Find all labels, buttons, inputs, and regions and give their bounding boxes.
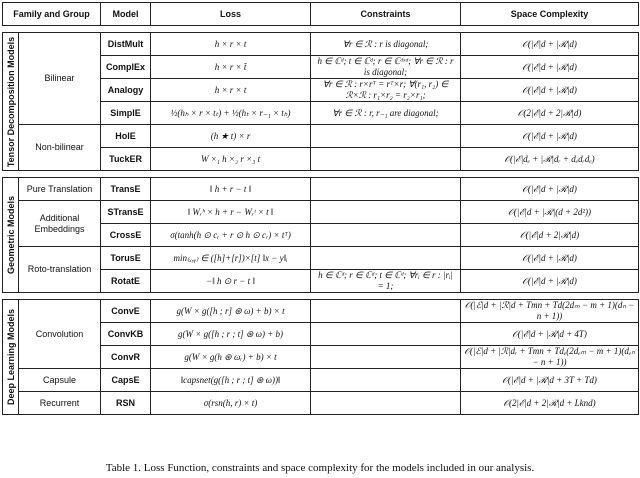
loss-cell: g(W × g([h ; r] ⊛ ω) + b) × t (151, 300, 311, 323)
loss-cell: ‖capsnet(g([h ; r ; t] ⊛ ω))‖ (151, 369, 311, 392)
model-cell: TuckER (101, 148, 151, 171)
gap-cell (3, 171, 639, 178)
space-cell: 𝒪(|ℰ|d + |ℛ|(d + 2d²)) (461, 201, 639, 224)
model-cell: TorusE (101, 247, 151, 270)
table-row (3, 300, 639, 323)
loss-cell: ½(hₕ × r × tₜ) + ½(hₜ × r₋₁ × tₕ) (151, 102, 311, 125)
group-cell: Pure Translation (19, 178, 101, 201)
space-cell: 𝒪(|ℰ|d + |ℛ|d) (461, 33, 639, 56)
table-row (3, 392, 639, 415)
space-cell: 𝒪(2|ℰ|d + 2|ℛ|d + Lknd) (461, 392, 639, 415)
model-cell: DistMult (101, 33, 151, 56)
model-cell: RSN (101, 392, 151, 415)
header-model: Model (101, 3, 151, 26)
section-gap (3, 171, 639, 178)
constraints-cell (311, 369, 461, 392)
model-cell: ConvKB (101, 323, 151, 346)
loss-cell: W ×₁ h ×₂ r ×₃ t (151, 148, 311, 171)
constraints-cell: ∀r ∈ ℛ : r, r₋₁ are diagonal; (311, 102, 461, 125)
table-row (3, 247, 639, 270)
table-row (3, 369, 639, 392)
space-cell: 𝒪(|ℰ|d + |ℛ|d) (461, 56, 639, 79)
comparison-table (2, 2, 639, 415)
space-cell: 𝒪(|ℰ|d + |ℛ|d + Tmn + Td(2dₘ − m + 1)(dₙ − n + 1)) (461, 300, 639, 323)
space-cell: 𝒪(|ℰ|d + |ℛ|d) (461, 79, 639, 102)
model-cell: SimplE (101, 102, 151, 125)
constraints-cell: h ∈ ℂᵈ; r ∈ ℂᵈ; t ∈ ℂᵈ; ∀rᵢ ∈ r : |rᵢ| = 1; (311, 270, 461, 293)
loss-cell: g(W × g([h ; r ; t] ⊛ ω) + b) (151, 323, 311, 346)
space-cell: 𝒪(|ℰ|d + |ℛ|dᵣ + Tmn + Tdₑ(2dₑₘ − m + 1)(dₑₙ − n + 1)) (461, 346, 639, 369)
header-constraints: Constraints (311, 3, 461, 26)
constraints-cell (311, 323, 461, 346)
loss-cell: h × r × t (151, 79, 311, 102)
constraints-cell (311, 300, 461, 323)
family-label: Deep Learning Models (5, 308, 16, 406)
model-cell: TransE (101, 178, 151, 201)
space-cell: 𝒪(|ℰ|d + |ℛ|d + 4T) (461, 323, 639, 346)
model-cell: CapsE (101, 369, 151, 392)
model-cell: STransE (101, 201, 151, 224)
section-gap (3, 293, 639, 300)
gap-cell (3, 26, 639, 33)
constraints-cell (311, 178, 461, 201)
table-row (3, 201, 639, 224)
header-row (3, 3, 639, 26)
loss-cell: h × r × t̄ (151, 56, 311, 79)
group-cell: Bilinear (19, 33, 101, 125)
space-cell: 𝒪(|ℰ|d + |ℛ|d + 3T + Td) (461, 369, 639, 392)
group-cell: Roto-translation (19, 247, 101, 293)
space-cell: 𝒪(|ℰ|d + |ℛ|d) (461, 270, 639, 293)
constraints-cell: ∀r ∈ ℛ : r is diagonal; (311, 33, 461, 56)
results-table-container (2, 2, 638, 415)
table-row (3, 125, 639, 148)
constraints-cell (311, 201, 461, 224)
group-cell: Additional Embeddings (19, 201, 101, 247)
header-space: Space Complexity (461, 3, 639, 26)
space-cell: 𝒪(|ℰ|d + |ℛ|d) (461, 125, 639, 148)
model-cell: ConvE (101, 300, 151, 323)
constraints-cell (311, 247, 461, 270)
gap-cell (3, 293, 639, 300)
loss-cell: ‖ h + r − t ‖ (151, 178, 311, 201)
loss-cell: h × r × t (151, 33, 311, 56)
constraints-cell (311, 346, 461, 369)
model-cell: ComplEx (101, 56, 151, 79)
family-cell (3, 300, 19, 415)
loss-cell: min₍ₓ,ᵧ₎ ∈ ([h]+[r])×[t] ‖x − y‖ᵢ (151, 247, 311, 270)
space-cell: 𝒪(|ℰ|d + |ℛ|d) (461, 247, 639, 270)
group-cell: Capsule (19, 369, 101, 392)
section-gap (3, 26, 639, 33)
space-cell: 𝒪(2|ℰ|d + 2|ℛ|d) (461, 102, 639, 125)
family-label: Geometric Models (5, 195, 16, 275)
constraints-cell: h ∈ ℂᵈ; t ∈ ℂᵈ; r ∈ ℂᵈˣᵈ; ∀r ∈ ℛ : r is diagonal; (311, 56, 461, 79)
constraints-cell (311, 125, 461, 148)
loss-cell: g(W × g(h ⊛ ωᵣ) + b) × t (151, 346, 311, 369)
model-cell: RotatE (101, 270, 151, 293)
family-cell (3, 178, 19, 293)
family-cell (3, 33, 19, 171)
group-cell: Recurrent (19, 392, 101, 415)
table-row (3, 178, 639, 201)
loss-cell: ‖ Wᵣʰ × h + r − Wᵣᵗ × t ‖ (151, 201, 311, 224)
constraints-cell (311, 148, 461, 171)
model-cell: HolE (101, 125, 151, 148)
constraints-cell (311, 392, 461, 415)
model-cell: Analogy (101, 79, 151, 102)
model-cell: CrossE (101, 224, 151, 247)
constraints-cell: ∀r ∈ ℛ : r×rᵀ = rᵀ×r; ∀(r₁, r₂) ∈ ℛ×ℛ : r₁×r₂ = r₂×r₁; (311, 79, 461, 102)
loss-cell: −‖ h ⊙ r − t ‖ (151, 270, 311, 293)
group-cell: Convolution (19, 300, 101, 369)
header-family: Family and Group (3, 3, 101, 26)
space-cell: 𝒪(|ℰ|d + 2|ℛ|d) (461, 224, 639, 247)
constraints-cell (311, 224, 461, 247)
model-cell: ConvR (101, 346, 151, 369)
family-label: Tensor Decomposition Models (5, 36, 16, 167)
table-row (3, 33, 639, 56)
group-cell: Non-bilinear (19, 125, 101, 171)
table-caption: Table 1. Loss Function, constraints and space complexity for the models included in our analysis. (105, 462, 535, 474)
space-cell: 𝒪(|ℰ|d + |ℛ|d) (461, 178, 639, 201)
loss-cell: (h ★ t) × r (151, 125, 311, 148)
space-cell: 𝒪(|ℰ|dₑ + |ℛ|dᵣ + dₑdᵣdₑ) (461, 148, 639, 171)
loss-cell: σ(rsn(h, r) × t) (151, 392, 311, 415)
loss-cell: σ(tanh(h ⊙ cᵣ + r ⊙ h ⊙ cᵣ) × tᵀ) (151, 224, 311, 247)
header-loss: Loss (151, 3, 311, 26)
